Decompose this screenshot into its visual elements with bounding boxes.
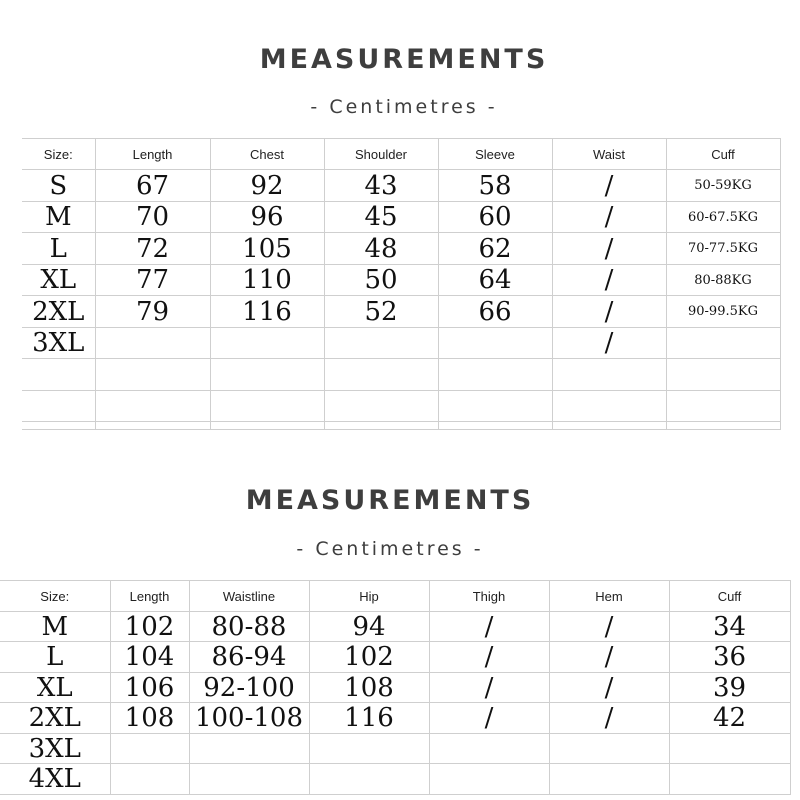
size-cell: 3XL bbox=[0, 734, 110, 764]
cuff-cell: 50-59KG bbox=[666, 170, 780, 202]
shoulder-cell: 48 bbox=[324, 233, 438, 265]
empty-row bbox=[22, 359, 780, 391]
empty-row bbox=[22, 422, 780, 430]
waistline-cell: 92-100 bbox=[189, 673, 309, 703]
hem-cell: / bbox=[549, 673, 669, 703]
bottoms-size-table bbox=[0, 580, 791, 795]
shoulder-cell: 52 bbox=[324, 296, 438, 328]
sleeve-cell bbox=[438, 328, 552, 359]
cuff-cell: 70-77.5KG bbox=[666, 233, 780, 265]
size-cell: 2XL bbox=[0, 703, 110, 734]
header-length: Length bbox=[95, 139, 210, 170]
table-row bbox=[22, 265, 780, 296]
hem-cell: / bbox=[549, 642, 669, 673]
empty-cell bbox=[438, 391, 552, 422]
length-cell: 67 bbox=[95, 170, 210, 202]
empty-cell bbox=[22, 359, 95, 391]
size-cell: L bbox=[22, 233, 95, 265]
table-row bbox=[0, 764, 790, 795]
waist-cell: / bbox=[552, 328, 666, 359]
header-sleeve: Sleeve bbox=[438, 139, 552, 170]
thigh-cell: / bbox=[429, 642, 549, 673]
table-row bbox=[0, 734, 790, 764]
bottoms-subtitle: - Centimetres - bbox=[296, 538, 484, 560]
size-cell: M bbox=[22, 202, 95, 233]
sleeve-cell: 64 bbox=[438, 265, 552, 296]
size-cell: 4XL bbox=[0, 764, 110, 795]
empty-cell bbox=[95, 422, 210, 430]
cuff-cell: 36 bbox=[669, 642, 790, 673]
length-cell bbox=[110, 734, 189, 764]
length-cell: 106 bbox=[110, 673, 189, 703]
chest-cell: 96 bbox=[210, 202, 324, 233]
empty-row bbox=[22, 391, 780, 422]
hip-cell bbox=[309, 734, 429, 764]
table-row bbox=[22, 202, 780, 233]
sleeve-cell: 58 bbox=[438, 170, 552, 202]
cuff-cell bbox=[669, 764, 790, 795]
waistline-cell bbox=[189, 734, 309, 764]
size-cell: L bbox=[0, 642, 110, 673]
thigh-cell: / bbox=[429, 703, 549, 734]
thigh-cell: / bbox=[429, 673, 549, 703]
thigh-cell bbox=[429, 764, 549, 795]
empty-cell bbox=[666, 391, 780, 422]
tops-subtitle: - Centimetres - bbox=[310, 96, 498, 118]
waistline-cell: 86-94 bbox=[189, 642, 309, 673]
empty-cell bbox=[438, 422, 552, 430]
table-row bbox=[22, 170, 780, 202]
table-row bbox=[0, 703, 790, 734]
header-hem: Hem bbox=[549, 581, 669, 612]
table-row bbox=[22, 328, 780, 359]
header-thigh: Thigh bbox=[429, 581, 549, 612]
header-length: Length bbox=[110, 581, 189, 612]
size-cell: S bbox=[22, 170, 95, 202]
empty-cell bbox=[324, 359, 438, 391]
hem-cell: / bbox=[549, 612, 669, 642]
length-cell: 108 bbox=[110, 703, 189, 734]
empty-cell bbox=[210, 391, 324, 422]
table-row bbox=[0, 642, 790, 673]
waist-cell: / bbox=[552, 265, 666, 296]
length-cell: 77 bbox=[95, 265, 210, 296]
header-shoulder: Shoulder bbox=[324, 139, 438, 170]
hip-cell: 94 bbox=[309, 612, 429, 642]
chest-cell bbox=[210, 328, 324, 359]
thigh-cell: / bbox=[429, 612, 549, 642]
header-size: Size: bbox=[0, 581, 110, 612]
sleeve-cell: 66 bbox=[438, 296, 552, 328]
length-cell: 104 bbox=[110, 642, 189, 673]
length-cell bbox=[110, 764, 189, 795]
table-row bbox=[22, 233, 780, 265]
thigh-cell bbox=[429, 734, 549, 764]
table-row bbox=[22, 296, 780, 328]
bottoms-header-row bbox=[0, 581, 790, 612]
cuff-cell bbox=[666, 328, 780, 359]
size-cell: 2XL bbox=[22, 296, 95, 328]
waist-cell: / bbox=[552, 170, 666, 202]
empty-cell bbox=[552, 422, 666, 430]
cuff-cell: 34 bbox=[669, 612, 790, 642]
empty-cell bbox=[666, 359, 780, 391]
chest-cell: 110 bbox=[210, 265, 324, 296]
empty-cell bbox=[552, 359, 666, 391]
size-cell: XL bbox=[22, 265, 95, 296]
tops-size-table bbox=[22, 138, 781, 430]
empty-cell bbox=[210, 359, 324, 391]
waist-cell: / bbox=[552, 296, 666, 328]
header-waistline: Waistline bbox=[189, 581, 309, 612]
hip-cell: 108 bbox=[309, 673, 429, 703]
table-row bbox=[0, 673, 790, 703]
length-cell: 102 bbox=[110, 612, 189, 642]
size-cell: XL bbox=[0, 673, 110, 703]
header-cuff: Cuff bbox=[669, 581, 790, 612]
waistline-cell: 100-108 bbox=[189, 703, 309, 734]
header-waist: Waist bbox=[552, 139, 666, 170]
cuff-cell: 80-88KG bbox=[666, 265, 780, 296]
empty-cell bbox=[22, 422, 95, 430]
empty-cell bbox=[666, 422, 780, 430]
shoulder-cell: 43 bbox=[324, 170, 438, 202]
tops-header-row bbox=[22, 139, 780, 170]
size-cell: 3XL bbox=[22, 328, 95, 359]
chest-cell: 92 bbox=[210, 170, 324, 202]
empty-cell bbox=[324, 391, 438, 422]
empty-cell bbox=[552, 391, 666, 422]
empty-cell bbox=[95, 391, 210, 422]
shoulder-cell bbox=[324, 328, 438, 359]
empty-cell bbox=[210, 422, 324, 430]
cuff-cell: 39 bbox=[669, 673, 790, 703]
header-chest: Chest bbox=[210, 139, 324, 170]
empty-cell bbox=[95, 359, 210, 391]
length-cell: 79 bbox=[95, 296, 210, 328]
table-row bbox=[0, 612, 790, 642]
hem-cell: / bbox=[549, 703, 669, 734]
tops-title: MEASUREMENTS bbox=[259, 44, 549, 75]
waistline-cell bbox=[189, 764, 309, 795]
cuff-cell: 90-99.5KG bbox=[666, 296, 780, 328]
waist-cell: / bbox=[552, 202, 666, 233]
hip-cell bbox=[309, 764, 429, 795]
bottoms-title: MEASUREMENTS bbox=[245, 485, 535, 516]
sleeve-cell: 62 bbox=[438, 233, 552, 265]
cuff-cell: 42 bbox=[669, 703, 790, 734]
chest-cell: 116 bbox=[210, 296, 324, 328]
waist-cell: / bbox=[552, 233, 666, 265]
cuff-cell: 60-67.5KG bbox=[666, 202, 780, 233]
hip-cell: 116 bbox=[309, 703, 429, 734]
header-size: Size: bbox=[22, 139, 95, 170]
shoulder-cell: 45 bbox=[324, 202, 438, 233]
chest-cell: 105 bbox=[210, 233, 324, 265]
header-hip: Hip bbox=[309, 581, 429, 612]
cuff-cell bbox=[669, 734, 790, 764]
sleeve-cell: 60 bbox=[438, 202, 552, 233]
hem-cell bbox=[549, 734, 669, 764]
shoulder-cell: 50 bbox=[324, 265, 438, 296]
length-cell: 72 bbox=[95, 233, 210, 265]
waistline-cell: 80-88 bbox=[189, 612, 309, 642]
length-cell: 70 bbox=[95, 202, 210, 233]
empty-cell bbox=[324, 422, 438, 430]
size-cell: M bbox=[0, 612, 110, 642]
empty-cell bbox=[438, 359, 552, 391]
length-cell bbox=[95, 328, 210, 359]
hip-cell: 102 bbox=[309, 642, 429, 673]
header-cuff: Cuff bbox=[666, 139, 780, 170]
hem-cell bbox=[549, 764, 669, 795]
empty-cell bbox=[22, 391, 95, 422]
